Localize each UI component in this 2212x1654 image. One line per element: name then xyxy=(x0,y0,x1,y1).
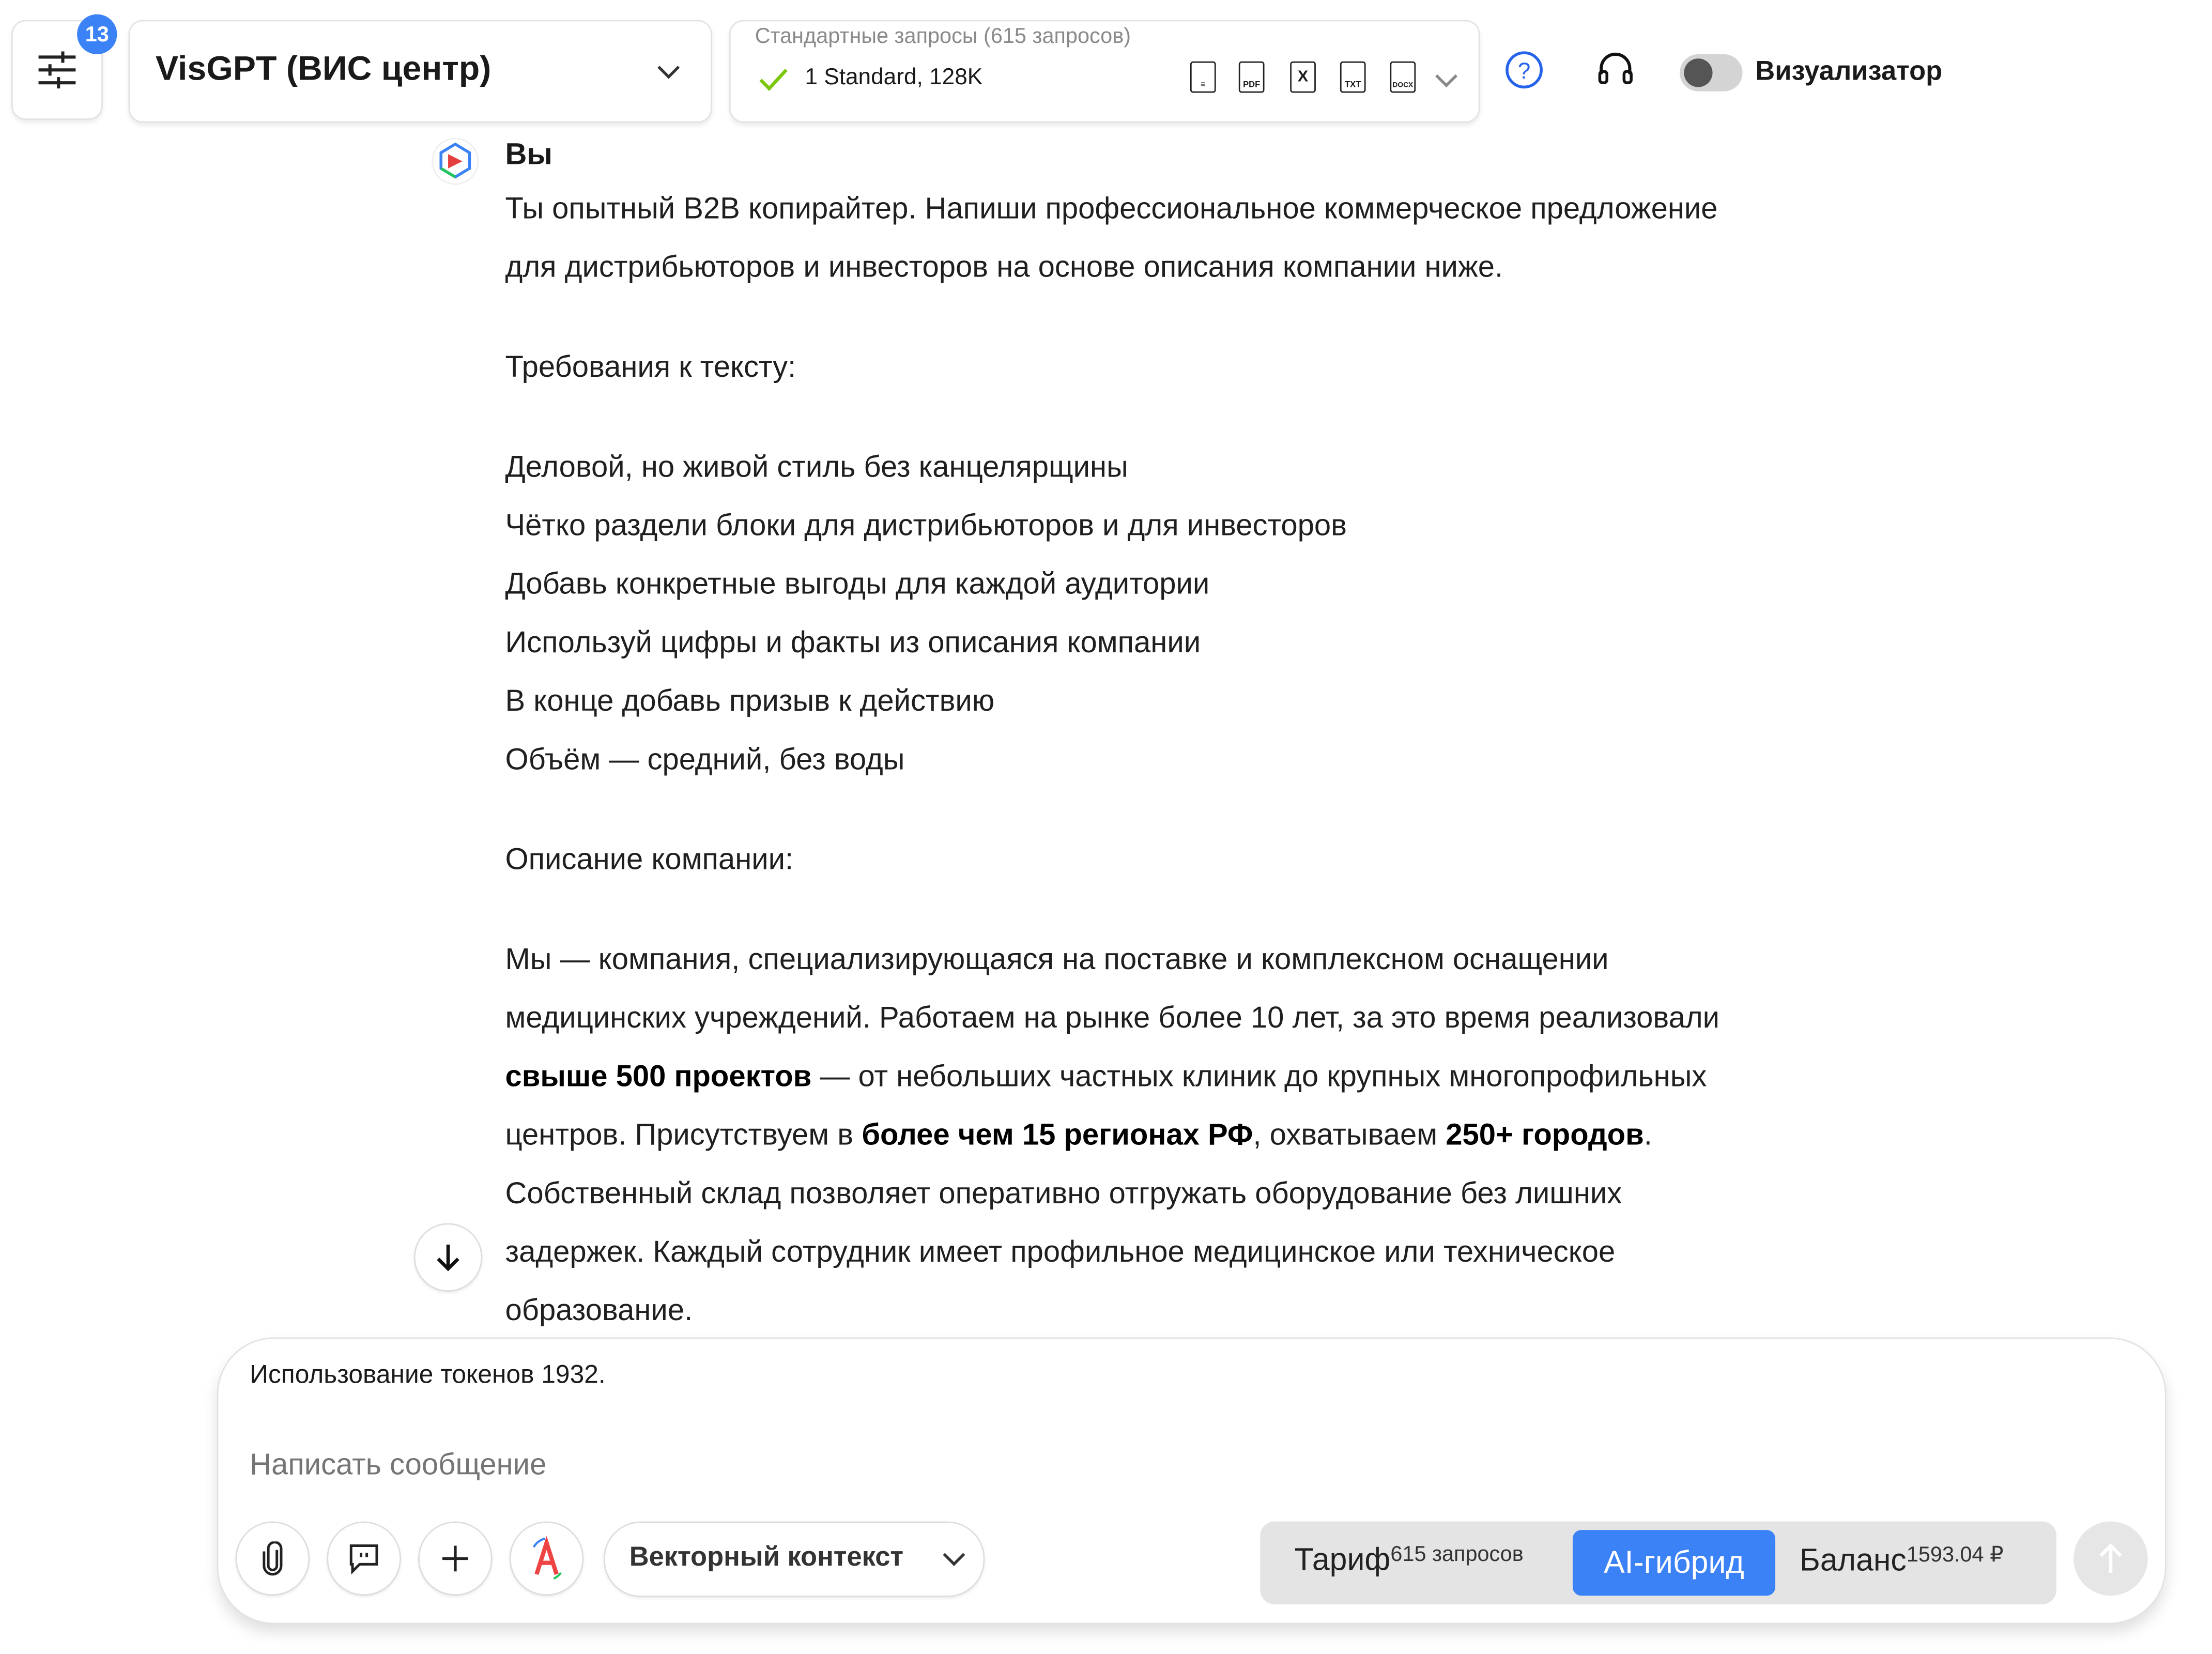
message-line xyxy=(505,351,796,385)
message-line xyxy=(505,1294,693,1328)
vector-context-label: Векторный контекст xyxy=(629,1542,904,1573)
message-text: задержек. Каждый сотрудник имеет профильное медицинское или техническое xyxy=(505,1236,1616,1269)
send-button[interactable] xyxy=(2073,1522,2148,1596)
message-line xyxy=(505,685,995,719)
message-text: для дистрибьюторов и инвесторов на основе описания компании ниже. xyxy=(505,251,1503,284)
user-avatar xyxy=(431,137,480,186)
svg-text:?: ? xyxy=(1517,58,1531,84)
message-line xyxy=(505,744,905,778)
token-usage: Использование токенов 1932. xyxy=(250,1360,606,1389)
message-line xyxy=(505,1061,1707,1095)
requests-label: Стандартные запросы (615 запросов) xyxy=(755,24,1131,49)
headset-icon[interactable] xyxy=(1595,50,1635,90)
autocorrect-button[interactable] xyxy=(510,1522,584,1596)
prompts-button[interactable] xyxy=(327,1522,401,1596)
message-text: Мы — компания, специализирующаяся на поставке и комплексном оснащении xyxy=(505,943,1609,976)
message-text: Собственный склад позволяет оперативно отгружать оборудование без лишних xyxy=(505,1177,1622,1211)
message-line xyxy=(505,844,794,878)
model-name: VisGPT (ВИС центр) xyxy=(155,50,491,89)
sliders-icon xyxy=(37,51,77,88)
excel-icon[interactable]: X xyxy=(1290,62,1316,93)
message-text: Объём — средний, без воды xyxy=(505,743,905,777)
txt-icon[interactable]: TXT xyxy=(1340,62,1366,93)
plus-icon xyxy=(441,1544,469,1573)
visualizer-label: Визуализатор xyxy=(1755,57,1943,87)
message-line xyxy=(505,251,1503,285)
message-text: образование. xyxy=(505,1294,693,1328)
message-text: , охватываем xyxy=(1253,1119,1446,1152)
document-icon[interactable]: ≡ xyxy=(1190,62,1216,93)
arrow-down-icon xyxy=(434,1242,462,1273)
check-icon xyxy=(759,69,788,91)
message-line xyxy=(505,1119,1652,1153)
vector-context-select[interactable] xyxy=(604,1522,985,1597)
pdf-icon[interactable]: PDF xyxy=(1239,62,1265,93)
message-line xyxy=(505,1002,1720,1036)
mode-switch xyxy=(1260,1522,2056,1604)
composer xyxy=(217,1337,2167,1624)
message-input[interactable] xyxy=(247,1438,2108,1493)
message-text: . xyxy=(1643,1119,1652,1152)
chevron-down-icon xyxy=(943,1544,965,1566)
message-line xyxy=(505,193,1718,227)
visualizer-toggle[interactable] xyxy=(1680,54,1742,91)
letter-a-icon xyxy=(525,1536,568,1581)
ai-hybrid-option[interactable] xyxy=(1573,1530,1775,1596)
message-bold-text: более чем 15 регионах РФ xyxy=(862,1119,1253,1152)
message-text: Чётко раздели блоки для дистрибьюторов и для инвесторов xyxy=(505,509,1347,543)
message-text: Добавь конкретные выгоды для каждой аудитории xyxy=(505,568,1210,601)
message-text: — от небольших частных клиник до крупных многопрофильных xyxy=(811,1060,1707,1094)
chat-quote-icon xyxy=(347,1541,381,1575)
message-bold-text: свыше 500 проектов xyxy=(505,1060,812,1094)
docx-icon[interactable]: DOCX xyxy=(1390,62,1416,93)
message-text: В конце добавь призыв к действию xyxy=(505,685,995,718)
help-icon[interactable] xyxy=(1504,50,1544,90)
message-text: медицинских учреждений. Работаем на рынке более 10 лет, за это время реализовали xyxy=(505,1002,1720,1035)
tariff-option[interactable] xyxy=(1294,1541,1523,1579)
message-line xyxy=(505,626,1201,661)
requests-panel[interactable] xyxy=(729,20,1480,123)
balance-option[interactable] xyxy=(1800,1541,2003,1579)
message-text: Ты опытный B2B копирайтер. Напиши профессиональное коммерческое предложение xyxy=(505,192,1718,226)
message-line xyxy=(505,510,1347,544)
ai-hybrid-label: AI-гибрид xyxy=(1604,1544,1744,1580)
add-button[interactable] xyxy=(418,1522,493,1596)
message-text: Используй цифры и факты из описания компании xyxy=(505,626,1201,660)
notification-badge: 13 xyxy=(77,14,117,54)
message-text: Описание компании: xyxy=(505,843,794,877)
tariff-requests: 615 запросов xyxy=(1390,1542,1524,1567)
message-author: Вы xyxy=(505,138,552,172)
message-text: Деловой, но живой стиль без канцелярщины xyxy=(505,451,1128,484)
message-line xyxy=(505,1236,1616,1270)
message-line xyxy=(505,1177,1622,1212)
message-text: центров. Присутствуем в xyxy=(505,1119,862,1152)
model-select[interactable] xyxy=(129,20,712,123)
message-line xyxy=(505,943,1609,977)
balance-value: 1593.04 ₽ xyxy=(1906,1542,2004,1567)
chevron-down-icon xyxy=(657,57,680,79)
scroll-down-button[interactable] xyxy=(414,1223,483,1292)
message-line xyxy=(505,451,1128,485)
message-text: Требования к тексту: xyxy=(505,351,796,384)
attach-button[interactable] xyxy=(236,1522,310,1596)
balance-label: Баланс xyxy=(1799,1542,1907,1578)
chevron-down-icon[interactable] xyxy=(1435,65,1457,87)
tariff-label: Тариф xyxy=(1294,1541,1391,1578)
toggle-knob xyxy=(1684,58,1712,87)
paperclip-icon xyxy=(261,1541,284,1575)
requests-value: 1 Standard, 128K xyxy=(805,66,983,90)
message-line xyxy=(505,568,1210,602)
arrow-up-icon xyxy=(2096,1541,2125,1575)
message-bold-text: 250+ городов xyxy=(1446,1119,1644,1152)
